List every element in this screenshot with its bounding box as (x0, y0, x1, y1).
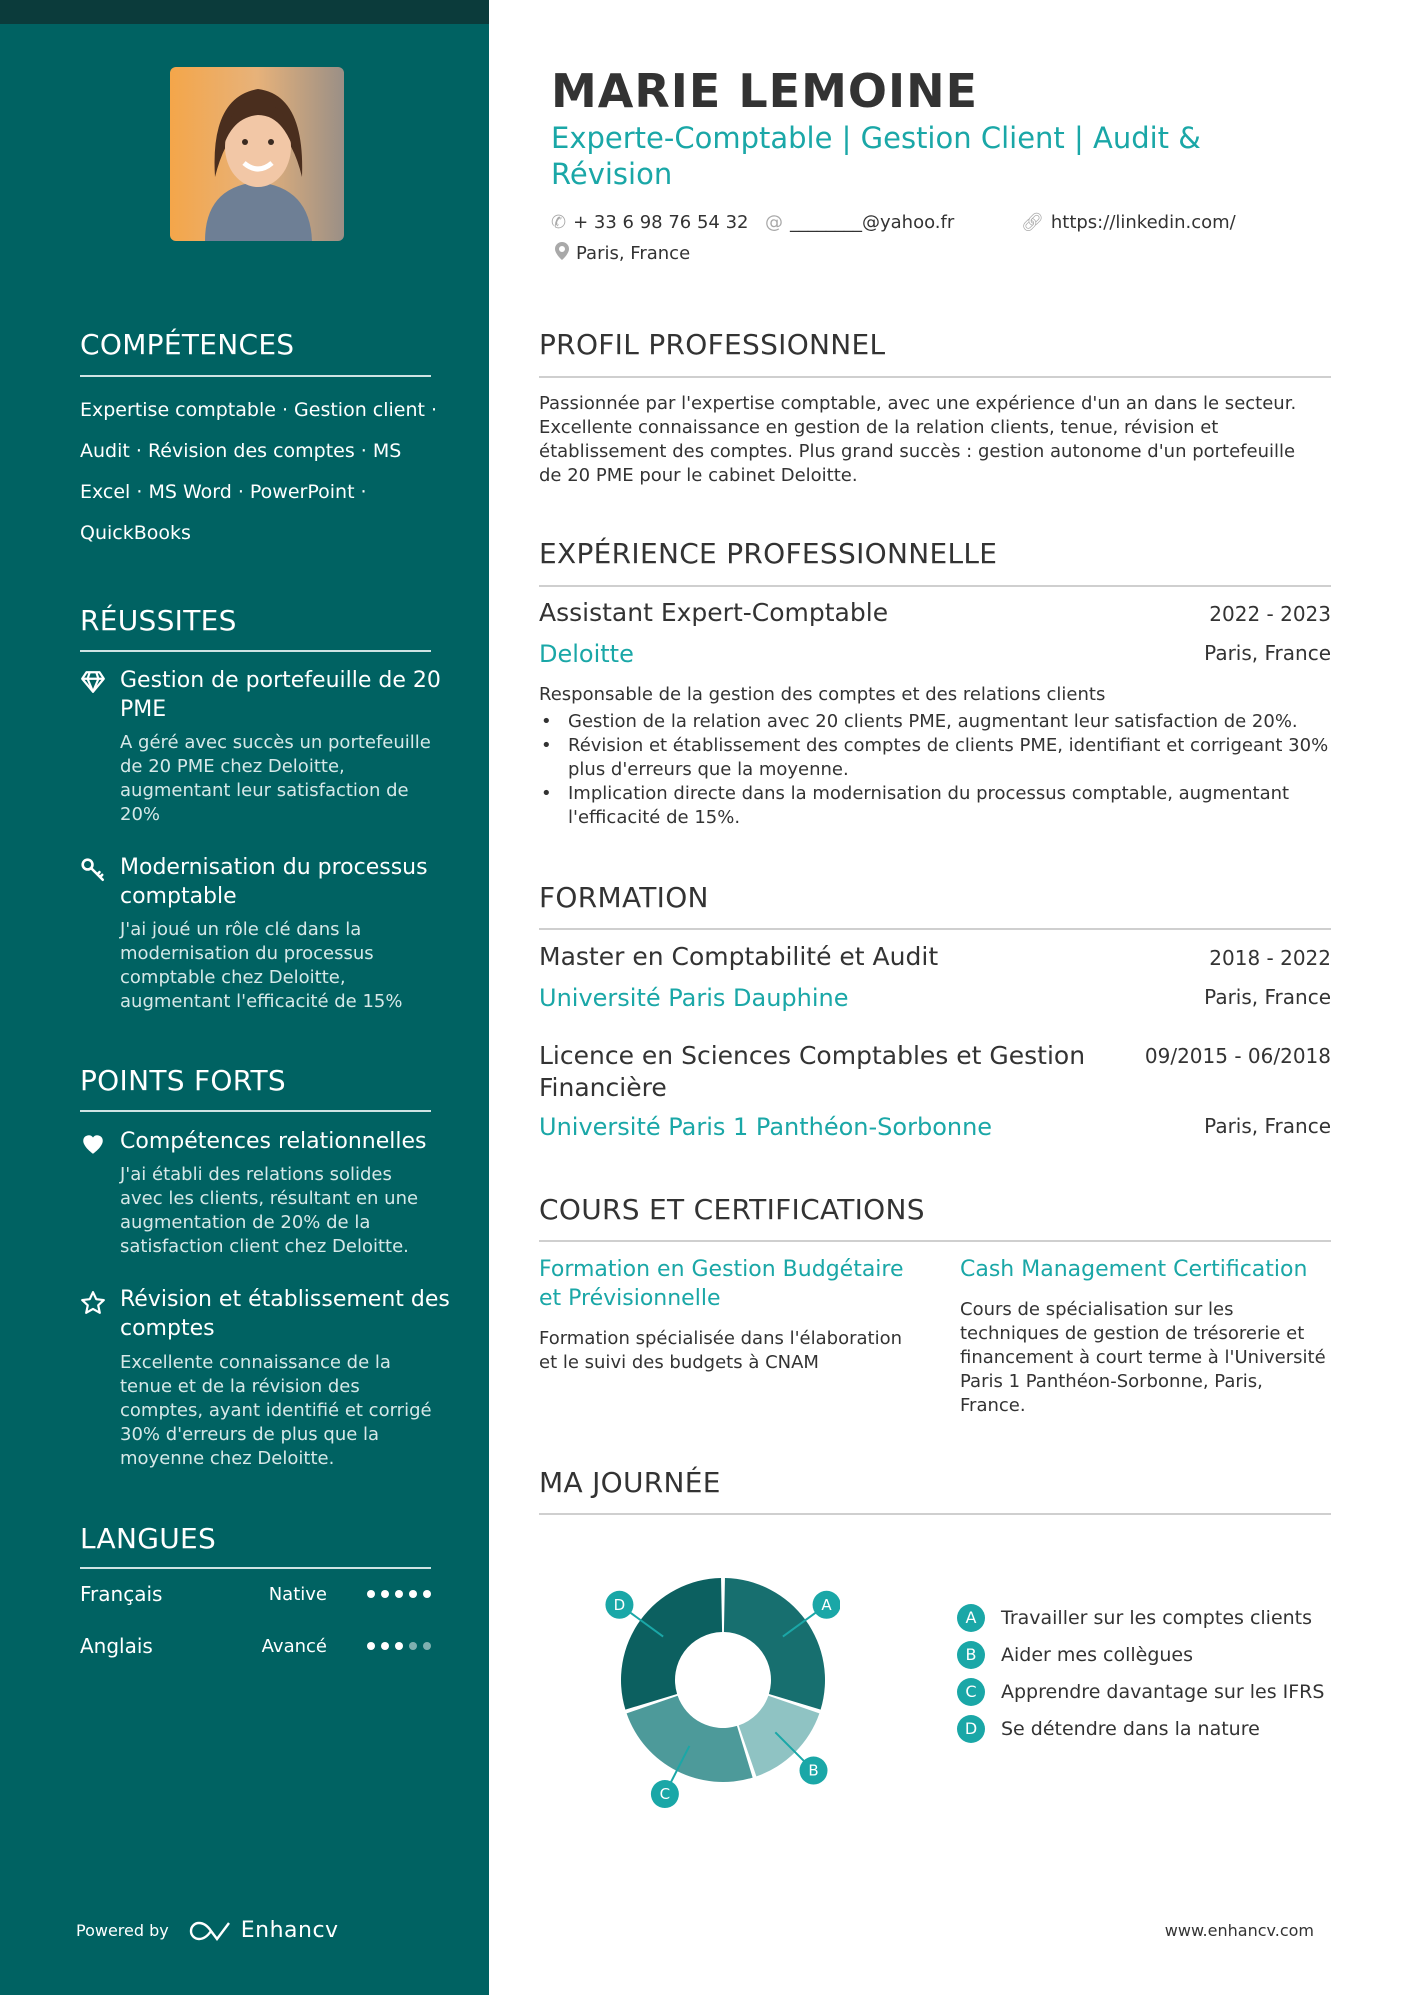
enhancv-logo-icon (189, 1920, 233, 1942)
phone-contact (551, 212, 748, 233)
website-link[interactable]: www.enhancv.com (1164, 1921, 1314, 1940)
donut-slice-c (627, 1696, 753, 1782)
courses-divider (539, 1240, 1331, 1242)
degree-title: Licence en Sciences Comptables et Gestion Financière (539, 1041, 1086, 1102)
legend-label: Apprendre davantage sur les IFRS (1001, 1680, 1325, 1703)
day-donut-chart (600, 1560, 840, 1810)
school-name: Université Paris Dauphine (539, 984, 849, 1012)
sidebar-top-bar (0, 0, 489, 24)
job-summary: Responsable de la gestion des comptes et des relations clients (539, 684, 1106, 705)
level-dot (395, 1642, 403, 1650)
day-title: MA JOURNÉE (539, 1466, 721, 1499)
email-contact[interactable] (765, 212, 954, 233)
legend-row (957, 1673, 1324, 1710)
profile-divider (539, 376, 1331, 378)
legend-badge: C (957, 1678, 985, 1706)
education-title: FORMATION (539, 881, 709, 914)
star-icon (80, 1290, 106, 1316)
profile-title: PROFIL PROFESSIONNEL (539, 328, 886, 361)
job-bullet: • Gestion de la relation avec 20 clients PME, augmentant leur satisfaction de 20%. (539, 710, 1329, 734)
at-icon: @ (765, 212, 783, 233)
language-name: Français (80, 1582, 163, 1606)
donut-callout-label: C (659, 1785, 671, 1804)
school-location: Paris, France (1204, 1114, 1331, 1138)
job-company: Deloitte (539, 640, 634, 668)
strength-title: Compétences relationnelles (120, 1129, 427, 1154)
course-desc: Formation spécialisée dans l'élaboration et le suivi des budgets à CNAM (539, 1328, 902, 1373)
day-divider (539, 1513, 1331, 1515)
job-dates: 2022 - 2023 (1209, 602, 1331, 626)
legend-badge: B (957, 1641, 985, 1669)
experience-divider (539, 585, 1331, 587)
course-title: Formation en Gestion Budgétaire et Prévisionnelle (539, 1257, 904, 1311)
language-level: Avancé (261, 1636, 327, 1657)
languages-title: LANGUES (80, 1522, 217, 1555)
level-dot (423, 1642, 431, 1650)
legend-row (957, 1599, 1324, 1636)
level-dot (409, 1642, 417, 1650)
language-row (80, 1582, 431, 1610)
donut-callout-label: A (821, 1595, 832, 1614)
legend-badge: A (957, 1604, 985, 1632)
language-dots (367, 1642, 431, 1650)
level-dot (409, 1590, 417, 1598)
degree-dates: 09/2015 - 06/2018 (1144, 1044, 1331, 1068)
languages-divider (80, 1567, 431, 1569)
key-icon (80, 857, 106, 883)
donut-slice-a (724, 1578, 825, 1710)
language-row (80, 1634, 431, 1662)
level-dot (367, 1590, 375, 1598)
language-dots (367, 1590, 431, 1598)
achievements-title: RÉUSSITES (80, 604, 237, 637)
linkedin-text: https://linkedin.com/ (1050, 212, 1236, 233)
location-text: Paris, France (576, 243, 691, 264)
location-contact (555, 242, 690, 265)
candidate-headline: Experte-Comptable | Gestion Client | Audit & Révision (551, 121, 1201, 191)
job-bullets (539, 710, 1329, 830)
profile-summary: Passionnée par l'expertise comptable, avec une expérience d'un an dans le secteur. Excellente connaissance en gestion de la relation clients, tenue, révision et établissement des comptes. Plus grand succès : gestion autonome d'un portefeuille de 20 PME pour le cabinet Deloitte. (539, 393, 1297, 486)
email-text: ________@yahoo.fr (790, 212, 955, 233)
strengths-divider (80, 1110, 431, 1112)
achievement-title: Gestion de portefeuille de 20 PME (120, 668, 441, 722)
strengths-title: POINTS FORTS (80, 1064, 286, 1097)
linkedin-contact[interactable] (1021, 212, 1236, 233)
degree-title: Master en Comptabilité et Audit (539, 942, 939, 971)
experience-title: EXPÉRIENCE PROFESSIONNELLE (539, 537, 998, 570)
language-level: Native (268, 1584, 327, 1605)
legend-badge: D (957, 1715, 985, 1743)
enhancv-logo[interactable] (189, 1918, 339, 1943)
level-dot (381, 1642, 389, 1650)
job-bullet: • Révision et établissement des comptes de clients PME, identifiant et corrigeant 30% plus d'erreurs que la moyenne. (539, 734, 1329, 782)
legend-row (957, 1636, 1324, 1673)
job-title: Assistant Expert-Comptable (539, 598, 889, 627)
skills-title: COMPÉTENCES (80, 328, 295, 361)
achievements-divider (80, 650, 431, 652)
achievement-desc: J'ai joué un rôle clé dans la modernisation du processus comptable chez Deloitte, augmentant l'efficacité de 15% (120, 919, 403, 1012)
education-divider (539, 928, 1331, 930)
donut-callout-label: D (613, 1595, 626, 1614)
day-legend (957, 1599, 1324, 1747)
sidebar (0, 0, 489, 1995)
achievement-title: Modernisation du processus comptable (120, 855, 428, 909)
strength-desc: Excellente connaissance de la tenue et de la révision des comptes, ayant identifié et corrigé 30% d'erreurs de plus que la moyenne chez Deloitte. (120, 1352, 432, 1469)
phone-text: + 33 6 98 76 54 32 (573, 212, 749, 233)
candidate-name: MARIE LEMOINE (551, 64, 978, 118)
courses-title: COURS ET CERTIFICATIONS (539, 1193, 925, 1226)
job-location: Paris, France (1204, 641, 1331, 665)
skills-list: Expertise comptable · Gestion client · Audit · Révision des comptes · MS Excel · MS Word · PowerPoint · QuickBooks (80, 399, 438, 544)
strength-desc: J'ai établi des relations solides avec les clients, résultant en une augmentation de 20% de la satisfaction client chez Deloitte. (120, 1164, 419, 1257)
course-title: Cash Management Certification (960, 1257, 1308, 1282)
strength-title: Révision et établissement des comptes (120, 1287, 450, 1341)
language-name: Anglais (80, 1634, 153, 1658)
enhancv-brand: Enhancv (240, 1918, 339, 1943)
legend-label: Se détendre dans la nature (1001, 1717, 1260, 1740)
location-pin-icon (555, 242, 569, 265)
donut-callout-label: B (808, 1761, 819, 1780)
link-icon: 🔗︎ (1021, 212, 1044, 233)
legend-label: Travailler sur les comptes clients (1001, 1606, 1313, 1629)
school-location: Paris, France (1204, 985, 1331, 1009)
course-desc: Cours de spécialisation sur les techniques de gestion de trésorerie et financement à court terme à l'Université Paris 1 Panthéon-Sorbonne, Paris, France. (960, 1299, 1326, 1416)
skills-divider (80, 375, 431, 377)
legend-label: Aider mes collègues (1001, 1643, 1194, 1666)
legend-row (957, 1710, 1324, 1747)
heart-icon (80, 1131, 106, 1157)
level-dot (395, 1590, 403, 1598)
diamond-icon (80, 669, 106, 695)
level-dot (423, 1590, 431, 1598)
level-dot (381, 1590, 389, 1598)
phone-icon: ✆ (551, 212, 567, 233)
achievement-desc: A géré avec succès un portefeuille de 20 PME chez Deloitte, augmentant leur satisfaction de 20% (120, 732, 431, 825)
school-name: Université Paris 1 Panthéon-Sorbonne (539, 1113, 993, 1141)
powered-by-label: Powered by (76, 1921, 169, 1940)
degree-dates: 2018 - 2022 (1209, 946, 1331, 970)
level-dot (367, 1642, 375, 1650)
powered-by (76, 1918, 339, 1943)
job-bullet: • Implication directe dans la modernisation du processus comptable, augmentant l'efficacité de 15%. (539, 782, 1329, 830)
donut-slice-d (621, 1578, 722, 1710)
profile-photo (170, 67, 344, 241)
